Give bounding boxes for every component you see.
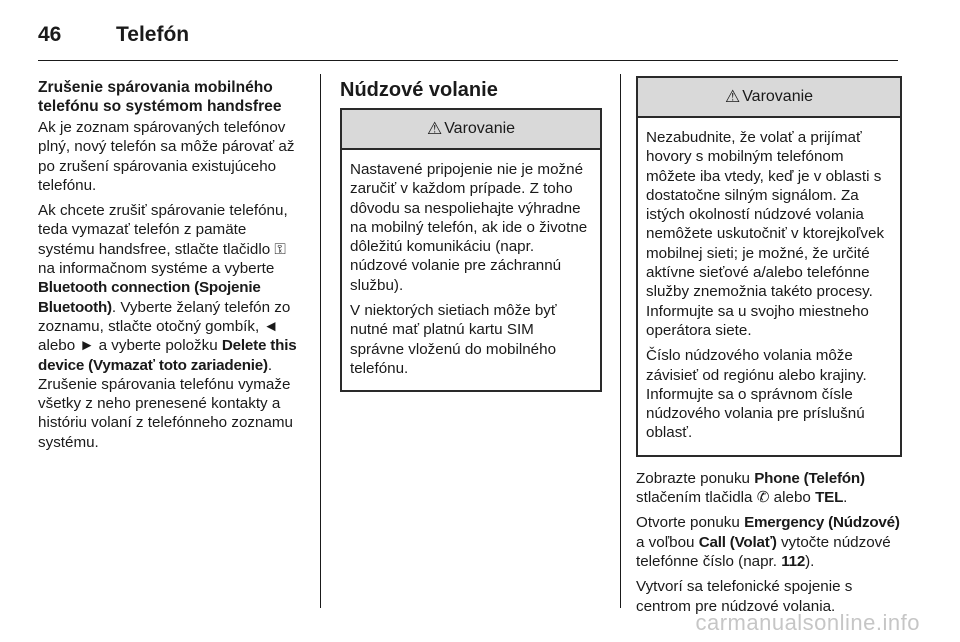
warning-body xyxy=(342,150,600,390)
paragraph-open-phone-menu xyxy=(636,469,902,508)
text-run: stlačením tlačidla xyxy=(636,489,757,507)
menu-item-delete-device: Delete this device (Vymazať toto zariadenie) xyxy=(38,337,297,374)
text-run: Zobrazte ponuku xyxy=(636,469,755,487)
text-run: Ak chcete zrušiť spárovanie telefónu, teda vymazať telefón z pamäte systému handsfree, stlačte tlačidlo xyxy=(38,202,288,258)
column-1 xyxy=(38,78,306,458)
warning-paragraph: Číslo núdzového volania môže závisieť od regiónu alebo krajiny. Informujte sa o správnom čísle núdzového volania pre príslušnú oblasť. xyxy=(646,347,867,442)
page-number: 46 xyxy=(38,23,62,46)
tel-button-label: TEL xyxy=(815,489,844,507)
text-run: alebo xyxy=(769,489,816,507)
text-run: Otvorte ponuku xyxy=(636,514,745,532)
warning-header xyxy=(638,78,900,118)
warning-title: Varovanie xyxy=(742,88,814,106)
warning-triangle-icon: ⚠ xyxy=(426,119,443,139)
column-3 xyxy=(636,76,902,622)
column-2 xyxy=(340,78,602,392)
text-run: ). xyxy=(805,552,815,570)
text-run: na informačnom systéme a vyberte xyxy=(38,260,275,278)
text-run: a voľbou xyxy=(636,533,699,551)
text-run: . xyxy=(843,489,848,507)
column-divider-1 xyxy=(320,74,321,608)
section-heading-unpair: Zrušenie spárovania mobilného telefónu so systémom handsfree xyxy=(38,79,282,115)
info-key-icon: ⚿ xyxy=(274,240,286,258)
paragraph-unpair-steps xyxy=(38,201,306,452)
menu-item-emergency: Emergency (Núdzové) xyxy=(744,514,900,532)
watermark: carmanualsonline.info xyxy=(695,610,920,635)
section-heading-emergency: Núdzové volanie xyxy=(340,79,498,101)
page-header xyxy=(38,20,189,50)
page-title: Telefón xyxy=(116,23,190,46)
column-divider-2 xyxy=(620,74,621,608)
paragraph-unpair-intro: Ak je zoznam spárovaných telefónov plný, nový telefón sa môže párovať až po zrušení spárovania existujúceho telefónu. xyxy=(38,119,295,194)
warning-paragraph: Nastavené pripojenie nie je možné zaručiť v každom prípade. Z toho dôvodu sa nespoliehajte výhradne na mobilný telefón, ak ide o životne dôležitú komunikáciu (napr. núdzové volanie pre záchrannú službu). xyxy=(350,161,588,294)
warning-title: Varovanie xyxy=(444,120,516,138)
phone-key-icon: ✆ xyxy=(756,489,770,507)
warning-paragraph: Nezabudnite, že volať a prijímať hovory s mobilným telefónom môžete iba vtedy, keď je v oblasti s dostatočne silným signálom. Za istých okolností núdzové volania nemôžete uskutočniť v ktorejkoľvek mobilnej sieti; je možné, že určité aktívne sieťové a/alebo telefónne služby znemožnia takéto procesy. Informujte sa u svojho miestneho operátora siete. xyxy=(646,129,885,339)
warning-triangle-icon: ⚠ xyxy=(724,87,741,107)
warning-box-2 xyxy=(636,76,902,457)
text-run: vytočte núdzové telefónne číslo (napr. xyxy=(636,533,891,570)
menu-item-phone: Phone (Telefón) xyxy=(754,469,865,487)
warning-header xyxy=(342,110,600,150)
paragraph-connection: Vytvorí sa telefonické spojenie s centrom pre núdzové volania. xyxy=(636,578,853,615)
text-run: . Vyberte želaný telefón zo zoznamu, stlačte otočný gombík, ◄ alebo ► a vyberte položku xyxy=(38,298,291,355)
warning-box-1 xyxy=(340,108,602,392)
warning-paragraph: V niektorých sietiach môže byť nutné mať platnú kartu SIM správne vloženú do mobilného telefónu. xyxy=(350,302,557,377)
emergency-number: 112 xyxy=(781,552,806,570)
text-run: . Zrušenie spárovania telefónu vymaže všetky z neho prenesené kontakty a históriu volaní z telefónneho zoznamu systému. xyxy=(38,356,293,451)
header-divider xyxy=(38,60,898,61)
warning-body xyxy=(638,118,900,455)
menu-item-call: Call (Volať) xyxy=(698,533,777,551)
menu-item-bluetooth-connection: Bluetooth connection (Spojenie Bluetooth) xyxy=(38,279,261,316)
paragraph-emergency-call xyxy=(636,513,902,571)
